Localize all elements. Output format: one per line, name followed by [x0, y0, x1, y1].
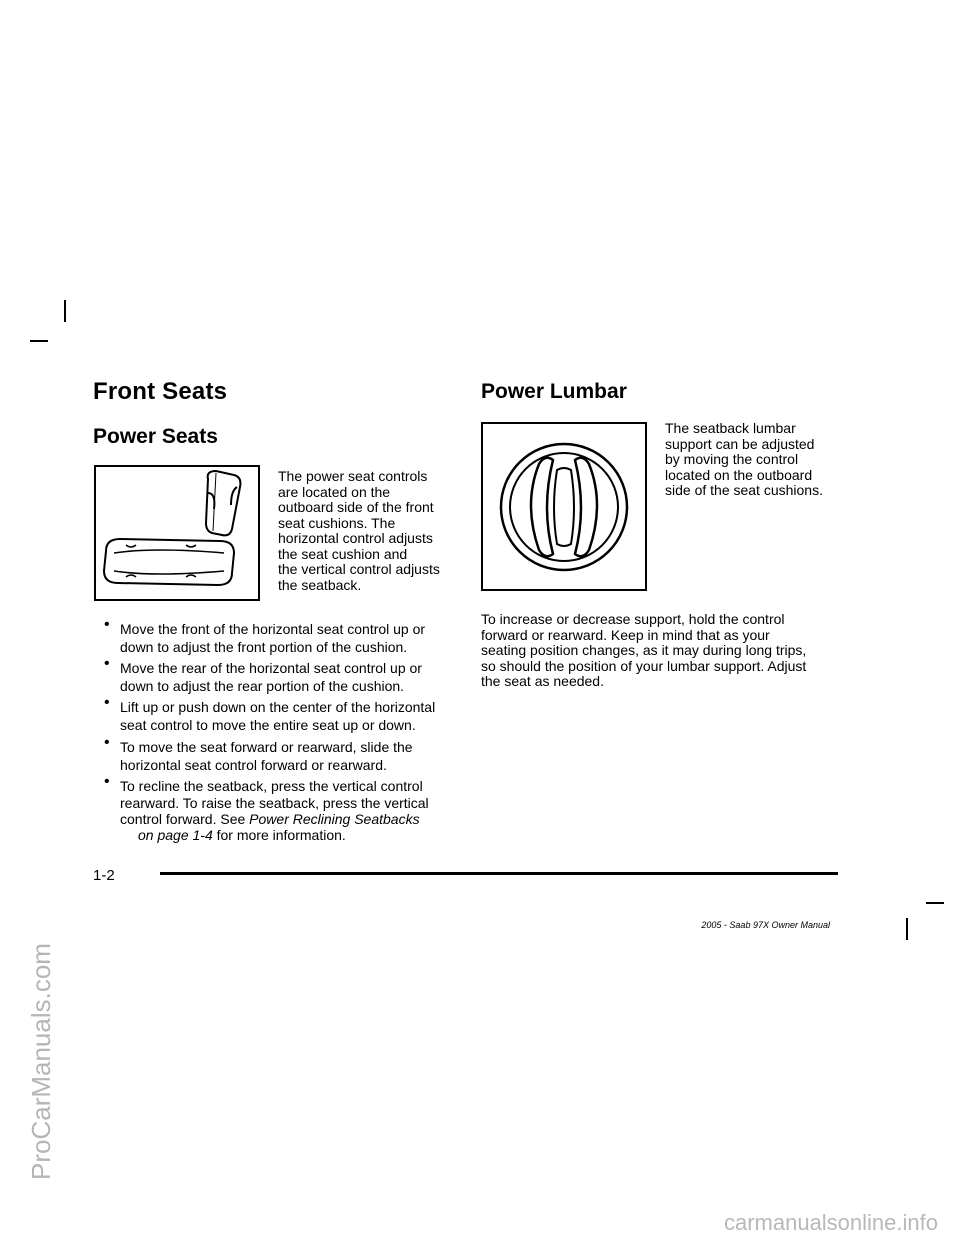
body-line: To increase or decrease support, hold the control — [481, 611, 785, 627]
power-lumbar-control-figure — [481, 422, 647, 591]
intro-line: the seatback. — [278, 576, 362, 593]
intro-line: by moving the control — [665, 451, 799, 467]
bullet-item — [104, 655, 422, 695]
page-number: 1-2 — [93, 867, 115, 884]
site-url: carmanualsonline.info — [723, 1210, 938, 1235]
intro-line: the vertical control adjusts — [278, 561, 440, 577]
bullet-item — [104, 734, 413, 774]
crop-mark-vertical-top — [64, 300, 66, 322]
bullet-line — [120, 811, 429, 827]
intro-line: side of the seat cushions. — [665, 482, 823, 498]
bullet-line: horizontal seat control forward or rearward. — [120, 757, 387, 773]
power-lumbar-intro — [665, 421, 823, 499]
bullet-icon: • — [104, 694, 110, 711]
power-seat-controls-illustration — [96, 467, 258, 599]
bullet-icon: • — [104, 655, 110, 672]
bullet-line: Lift up or push down on the center of the horizontal — [120, 699, 436, 715]
manual-title: 2005 - Saab 97X Owner Manual — [701, 920, 830, 930]
intro-line: seat cushions. The — [278, 514, 396, 531]
bullet-line: down to adjust the front portion of the cushion. — [120, 639, 408, 655]
watermark-text: ProCarManuals.com — [26, 943, 56, 1180]
section-title-front-seats: Front Seats — [93, 378, 228, 405]
body-line: seating position changes, as it may during long trips, — [481, 642, 807, 658]
bullet-line: Move the rear of the horizontal seat control up or — [120, 660, 422, 676]
crop-mark-horizontal-top — [30, 340, 48, 342]
body-line: forward or rearward. Keep in mind that as your — [481, 626, 770, 643]
power-lumbar-body — [481, 612, 806, 690]
bullet-line: seat control to move the entire seat up or down. — [120, 717, 416, 733]
see-text: control forward. See — [120, 811, 250, 827]
intro-line: located on the outboard — [665, 466, 813, 483]
lumbar-control-illustration — [483, 424, 645, 589]
bullet-item — [104, 773, 429, 843]
watermark — [0, 0, 60, 1242]
intro-line: support can be adjusted — [665, 435, 815, 452]
intro-line: are located on the — [278, 483, 391, 500]
bullet-icon: • — [104, 773, 110, 790]
bullet-icon: • — [104, 734, 110, 751]
cross-reference-page[interactable]: on page 1-4 — [138, 827, 213, 843]
footer-rule — [160, 872, 838, 875]
bullet-icon: • — [104, 616, 110, 633]
body-line: the seat as needed. — [481, 673, 604, 689]
more-info-text: for more information. — [212, 827, 346, 843]
intro-line: The power seat controls — [278, 468, 428, 484]
bullet-line: To recline the seatback, press the vertical control — [120, 778, 423, 794]
body-line: so should the position of your lumbar support. Adjust — [481, 657, 807, 674]
bullet-line: rearward. To raise the seatback, press the vertical — [120, 795, 429, 811]
crop-mark-horizontal-bottom — [926, 902, 944, 904]
bullet-item — [104, 694, 436, 734]
intro-line: the seat cushion and — [278, 545, 408, 562]
bullet-line: To move the seat forward or rearward, slide the — [120, 739, 413, 755]
intro-line: The seatback lumbar — [665, 420, 796, 436]
power-seats-intro — [278, 469, 440, 593]
section-title-power-lumbar: Power Lumbar — [481, 380, 627, 403]
crop-mark-vertical-bottom — [906, 918, 908, 940]
bullet-line — [120, 827, 429, 843]
intro-line: outboard side of the front — [278, 499, 434, 515]
intro-line: horizontal control adjusts — [278, 530, 433, 546]
cross-reference-link[interactable]: Power Reclining Seatbacks — [249, 811, 420, 827]
power-seat-controls-figure — [94, 465, 260, 601]
bullet-item — [104, 616, 426, 656]
subsection-title-power-seats: Power Seats — [93, 425, 218, 448]
bullet-line: Move the front of the horizontal seat control up or — [120, 621, 426, 637]
bullet-line: down to adjust the rear portion of the cushion. — [120, 678, 405, 694]
